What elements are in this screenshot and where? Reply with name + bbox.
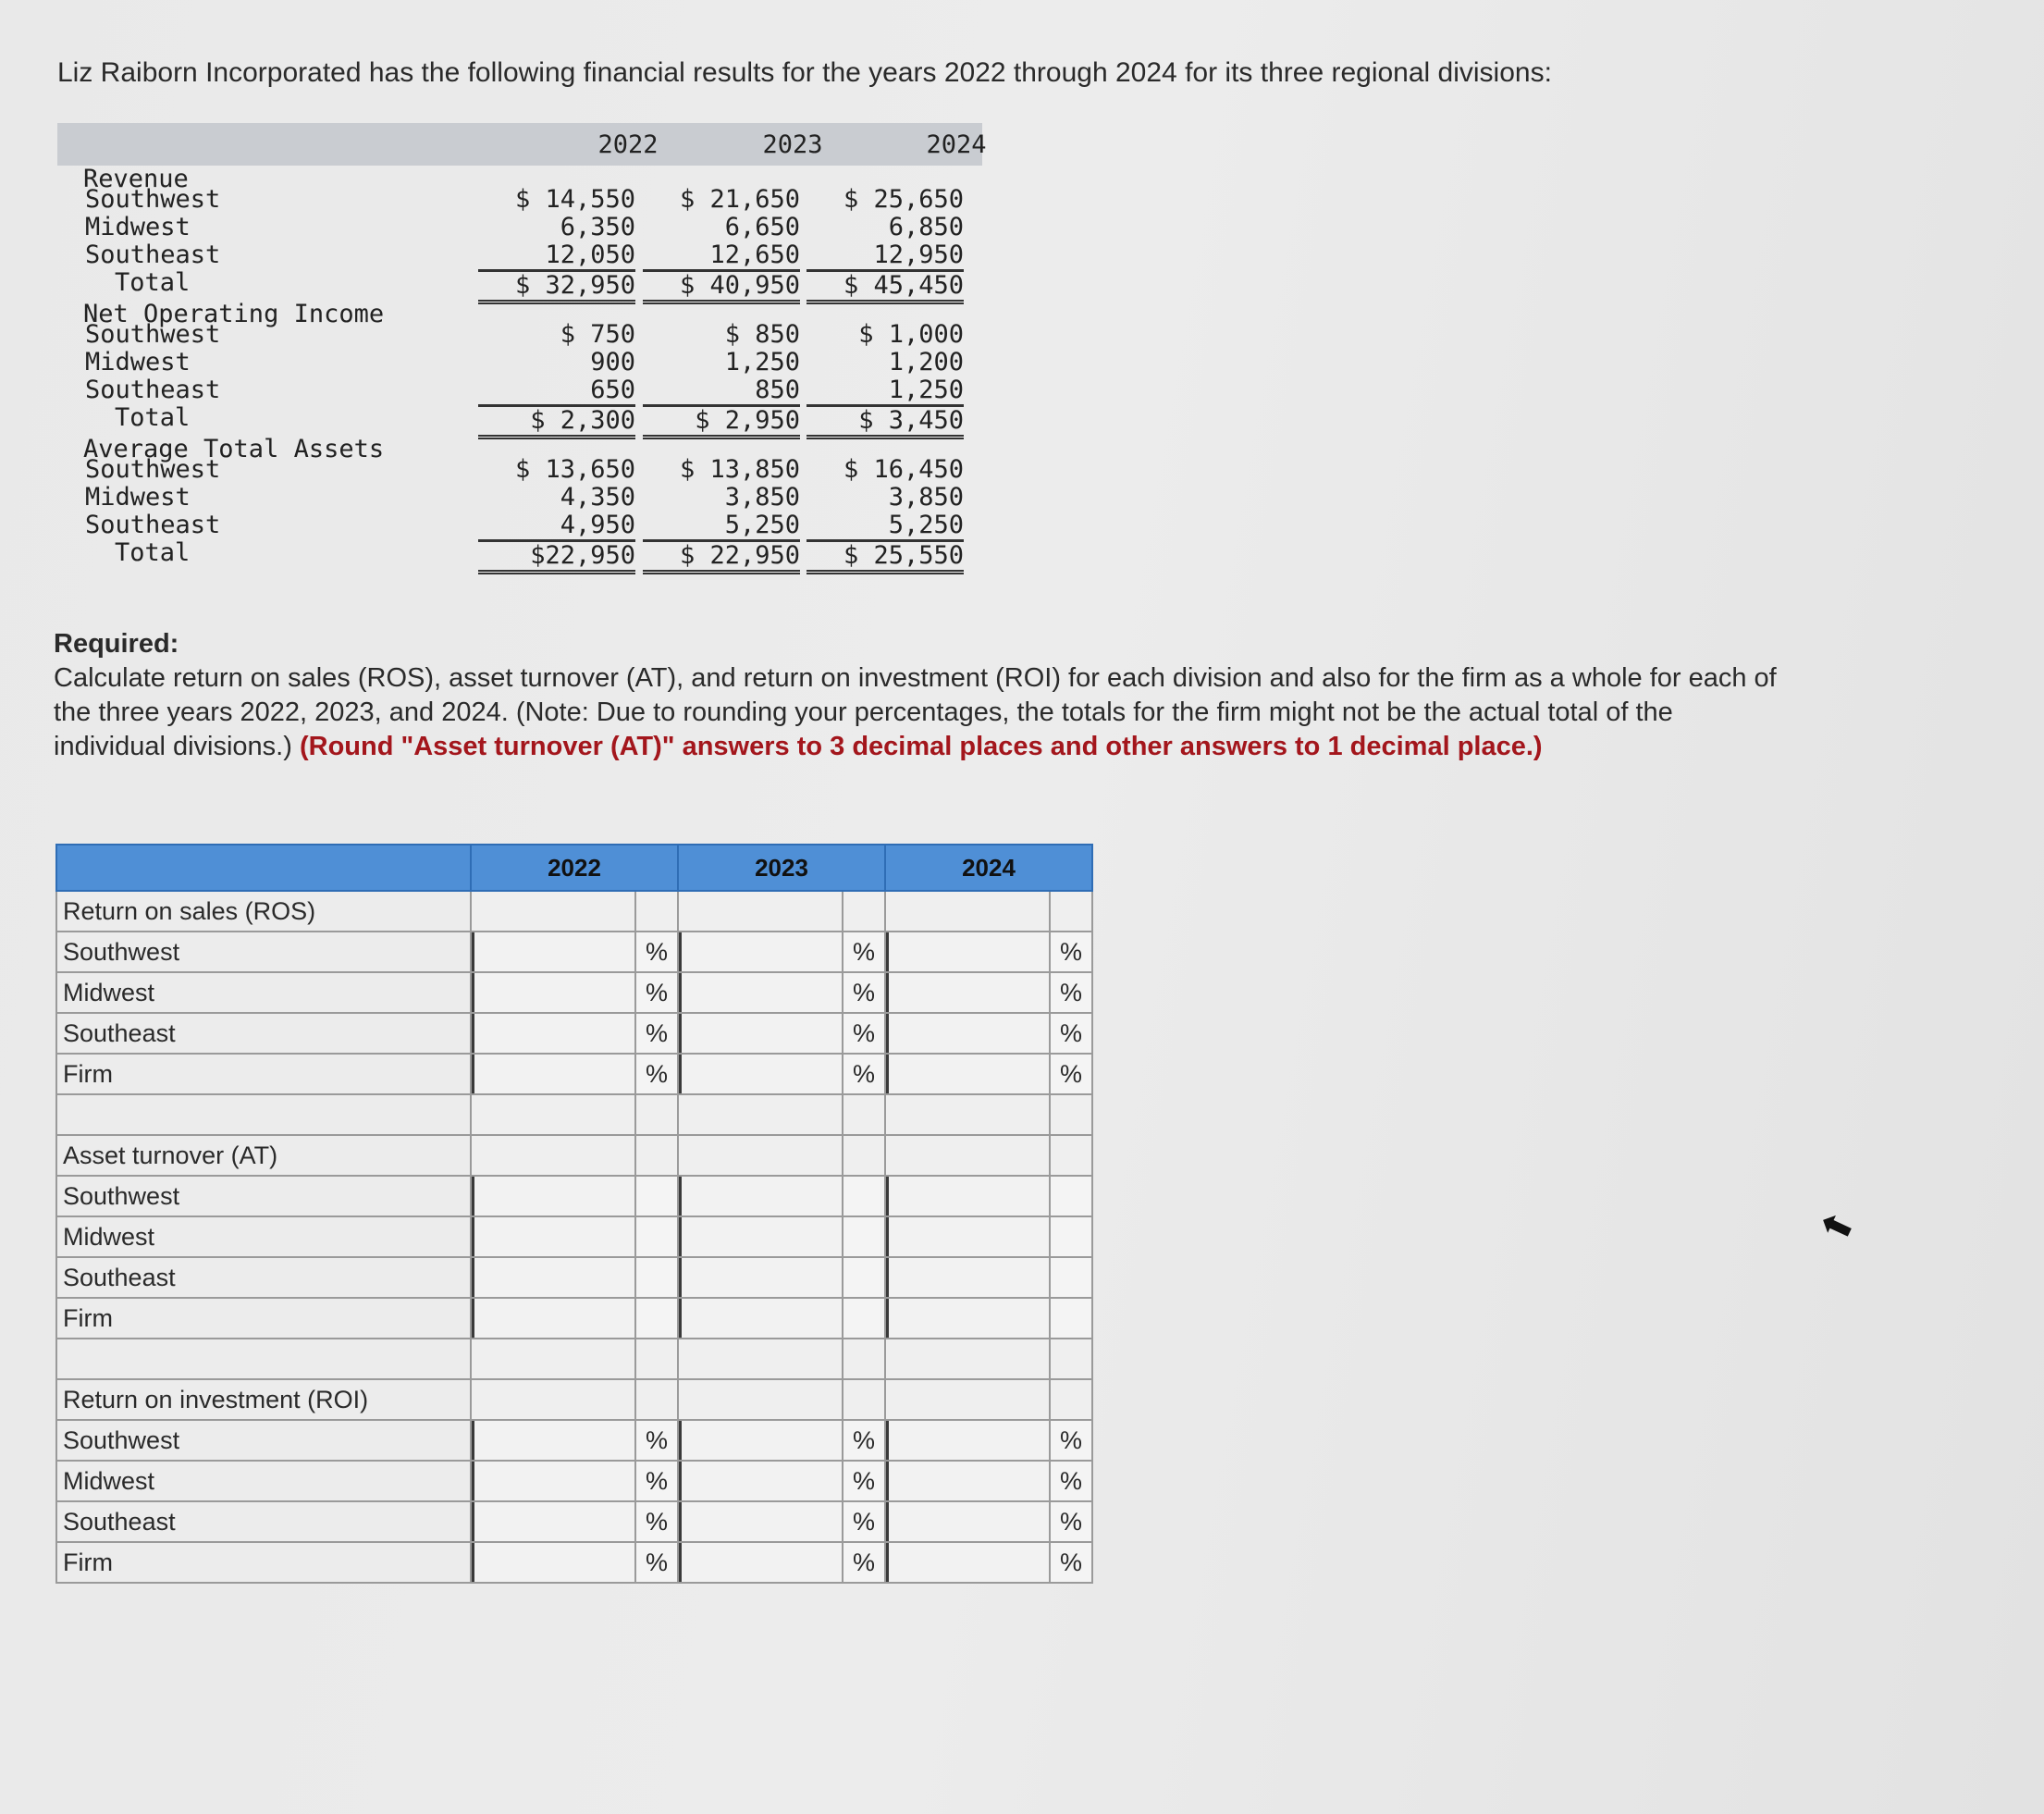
financial-row: [57, 241, 982, 269]
value-cell: 5,250: [888, 511, 964, 539]
value-cell: $ 13,850: [679, 455, 800, 484]
year-header: 2022: [597, 130, 659, 159]
row-label: Southeast: [85, 241, 221, 269]
answer-input[interactable]: [886, 1177, 1049, 1216]
answer-input[interactable]: [886, 1258, 1049, 1297]
row-label: Southeast: [56, 1257, 471, 1298]
row-label: Southwest: [56, 932, 471, 972]
row-label: Midwest: [85, 213, 191, 241]
unit-label: %: [1050, 1013, 1092, 1054]
answer-row: [56, 932, 1092, 972]
answer-input[interactable]: [886, 973, 1049, 1012]
answer-row: [56, 1176, 1092, 1216]
answer-input[interactable]: [886, 1502, 1049, 1541]
answer-input[interactable]: [472, 1177, 634, 1216]
answer-row: [56, 1420, 1092, 1461]
section-heading-row: [56, 1135, 1092, 1176]
spacer-row: [56, 1339, 1092, 1379]
financial-row: [57, 538, 982, 570]
row-label: Total: [115, 538, 191, 567]
financial-row: [57, 214, 982, 241]
unit-label: %: [635, 1420, 678, 1461]
value-cell: $ 14,550: [514, 185, 635, 214]
financial-row: [57, 512, 982, 539]
financial-results-table: [57, 123, 987, 570]
value-cell: 3,850: [724, 483, 800, 512]
unit-label: %: [635, 972, 678, 1013]
answer-input[interactable]: [472, 1543, 634, 1582]
label-header: [56, 845, 471, 891]
row-label: Midwest: [56, 972, 471, 1013]
section-heading: Asset turnover (AT): [56, 1135, 471, 1176]
row-label: Midwest: [85, 483, 191, 512]
unit-label: %: [843, 1054, 885, 1094]
value-cell: $ 13,650: [514, 455, 635, 484]
unit-label: [1050, 1216, 1092, 1257]
section-heading: Return on investment (ROI): [56, 1379, 471, 1420]
year-header: 2023: [762, 130, 823, 159]
answer-input[interactable]: [472, 1421, 634, 1460]
year-header: 2022: [471, 845, 678, 891]
answer-input[interactable]: [472, 1502, 634, 1541]
unit-label: [843, 1298, 885, 1339]
answer-input[interactable]: [886, 1014, 1049, 1053]
unit-label: %: [635, 1054, 678, 1094]
answer-input[interactable]: [886, 1543, 1049, 1582]
unit-label: %: [1050, 932, 1092, 972]
unit-label: %: [1050, 1501, 1092, 1542]
unit-label: %: [635, 1542, 678, 1583]
row-label: Midwest: [56, 1216, 471, 1257]
answer-input[interactable]: [472, 932, 634, 971]
mouse-cursor-icon: ⬉: [1814, 1199, 1860, 1252]
answer-input[interactable]: [472, 1014, 634, 1053]
value-cell: 4,950: [560, 511, 635, 539]
value-cell: 4,350: [560, 483, 635, 512]
value-cell: $ 1,000: [858, 320, 964, 349]
answer-input[interactable]: [679, 1543, 842, 1582]
required-section: [54, 627, 1783, 764]
spacer-row: [56, 1094, 1092, 1135]
row-label: Southwest: [56, 1176, 471, 1216]
unit-label: %: [635, 932, 678, 972]
answer-input[interactable]: [679, 1258, 842, 1297]
value-cell: 850: [755, 376, 800, 404]
answer-input[interactable]: [679, 932, 842, 971]
unit-label: [635, 1176, 678, 1216]
answer-input[interactable]: [886, 932, 1049, 971]
value-cell: $ 850: [724, 320, 800, 349]
row-label: Southwest: [85, 185, 221, 214]
unit-label: [1050, 1298, 1092, 1339]
rounding-instruction: (Round "Asset turnover (AT)" answers to 3 decimal places and other answers to 1 decimal place.): [299, 732, 1543, 761]
unit-label: [843, 1257, 885, 1298]
year-header: 2024: [926, 130, 987, 159]
financial-row: [57, 403, 982, 435]
row-label: Southeast: [56, 1013, 471, 1054]
answer-header-row: [56, 845, 1092, 891]
row-label: Midwest: [56, 1461, 471, 1501]
answer-row: [56, 1054, 1092, 1094]
answer-table: [55, 844, 1093, 1584]
row-label: Total: [115, 268, 191, 297]
unit-label: %: [1050, 972, 1092, 1013]
unit-label: [635, 1216, 678, 1257]
unit-label: %: [843, 932, 885, 972]
unit-label: [635, 1298, 678, 1339]
row-label: Southwest: [56, 1420, 471, 1461]
section-heading: Return on sales (ROS): [56, 891, 471, 932]
unit-label: %: [843, 1461, 885, 1501]
required-heading: Required:: [54, 629, 179, 659]
value-cell: 1,200: [888, 348, 964, 376]
value-cell: 3,850: [888, 483, 964, 512]
value-cell: $ 750: [560, 320, 635, 349]
section-label: Average Total Assets: [83, 435, 385, 463]
financial-row: [57, 321, 982, 349]
required-text: Calculate return on sales (ROS), asset turnover (AT), and return on investment (ROI) for each division and also for the firm as a whole for each of the three years 2022, 2023, and 2024. (Note: Due to rounding your percentages, the totals for the firm might not be the actual total of the individual divisions.): [54, 663, 1777, 761]
row-label: Firm: [56, 1298, 471, 1339]
section-label: Revenue: [83, 165, 189, 193]
value-cell: $ 40,950: [643, 269, 800, 304]
answer-row: [56, 1216, 1092, 1257]
unit-label: %: [843, 1420, 885, 1461]
value-cell: $ 16,450: [843, 455, 964, 484]
financial-row: [57, 186, 982, 214]
year-header: 2023: [678, 845, 885, 891]
answer-row: [56, 1257, 1092, 1298]
unit-label: %: [635, 1461, 678, 1501]
value-cell: $ 3,450: [807, 404, 964, 439]
unit-label: [1050, 1257, 1092, 1298]
answer-input[interactable]: [886, 1055, 1049, 1093]
row-label: Firm: [56, 1542, 471, 1583]
answer-input[interactable]: [472, 1462, 634, 1500]
unit-label: %: [1050, 1054, 1092, 1094]
answer-input[interactable]: [679, 973, 842, 1012]
value-cell: 5,250: [724, 511, 800, 539]
answer-input[interactable]: [886, 1421, 1049, 1460]
financial-row: [57, 376, 982, 404]
unit-label: [843, 1216, 885, 1257]
value-cell: 6,650: [724, 213, 800, 241]
unit-label: %: [635, 1013, 678, 1054]
answer-row: [56, 1013, 1092, 1054]
intro-text: Liz Raiborn Incorporated has the following financial results for the years 2022 through 2024 for its three regional divisions:: [57, 57, 1552, 88]
value-cell: $ 21,650: [679, 185, 800, 214]
answer-input[interactable]: [886, 1462, 1049, 1500]
value-cell: $ 2,950: [643, 404, 800, 439]
value-cell: $ 2,300: [478, 404, 635, 439]
answer-input[interactable]: [886, 1217, 1049, 1256]
answer-input[interactable]: [679, 1462, 842, 1500]
row-label: Southeast: [56, 1501, 471, 1542]
value-cell: $ 25,550: [807, 539, 964, 574]
value-cell: 12,050: [545, 241, 635, 269]
answer-row: [56, 1461, 1092, 1501]
value-cell: $ 22,950: [643, 539, 800, 574]
value-cell: 12,950: [873, 241, 964, 269]
answer-input[interactable]: [679, 1217, 842, 1256]
value-cell: 6,350: [560, 213, 635, 241]
year-header: 2024: [885, 845, 1092, 891]
row-label: Southwest: [85, 455, 221, 484]
answer-input[interactable]: [679, 1014, 842, 1053]
answer-row: [56, 1298, 1092, 1339]
row-label: Southeast: [85, 376, 221, 404]
section-heading-row: [56, 1379, 1092, 1420]
value-cell: 1,250: [724, 348, 800, 376]
section-heading-row: [56, 891, 1092, 932]
unit-label: %: [1050, 1461, 1092, 1501]
unit-label: %: [843, 972, 885, 1013]
financial-row: [57, 349, 982, 376]
value-cell: $ 45,450: [807, 269, 964, 304]
answer-input[interactable]: [472, 1055, 634, 1093]
answer-row: [56, 1501, 1092, 1542]
unit-label: %: [635, 1501, 678, 1542]
value-cell: $22,950: [478, 539, 635, 574]
answer-input[interactable]: [886, 1299, 1049, 1338]
answer-input[interactable]: [679, 1055, 842, 1093]
section-label: Net Operating Income: [83, 300, 385, 328]
unit-label: %: [843, 1501, 885, 1542]
unit-label: %: [1050, 1542, 1092, 1583]
financial-header: [57, 123, 987, 166]
answer-input[interactable]: [679, 1177, 842, 1216]
answer-row: [56, 972, 1092, 1013]
unit-label: %: [843, 1013, 885, 1054]
answer-input[interactable]: [472, 1258, 634, 1297]
answer-input[interactable]: [472, 1217, 634, 1256]
value-cell: 650: [590, 376, 635, 404]
value-cell: 900: [590, 348, 635, 376]
row-label: Southeast: [85, 511, 221, 539]
unit-label: [843, 1176, 885, 1216]
unit-label: [1050, 1176, 1092, 1216]
financial-row: [57, 456, 982, 484]
answer-input[interactable]: [679, 1502, 842, 1541]
answer-input[interactable]: [679, 1299, 842, 1338]
financial-row: [57, 484, 982, 512]
row-label: Total: [115, 403, 191, 432]
value-cell: $ 32,950: [478, 269, 635, 304]
unit-label: %: [843, 1542, 885, 1583]
answer-row: [56, 1542, 1092, 1583]
value-cell: 1,250: [888, 376, 964, 404]
answer-input[interactable]: [472, 973, 634, 1012]
row-label: Southwest: [85, 320, 221, 349]
value-cell: 12,650: [709, 241, 800, 269]
answer-input[interactable]: [679, 1421, 842, 1460]
value-cell: $ 25,650: [843, 185, 964, 214]
unit-label: %: [1050, 1420, 1092, 1461]
financial-row: [57, 268, 982, 300]
row-label: Midwest: [85, 348, 191, 376]
value-cell: 6,850: [888, 213, 964, 241]
unit-label: [635, 1257, 678, 1298]
answer-input[interactable]: [472, 1299, 634, 1338]
row-label: Firm: [56, 1054, 471, 1094]
